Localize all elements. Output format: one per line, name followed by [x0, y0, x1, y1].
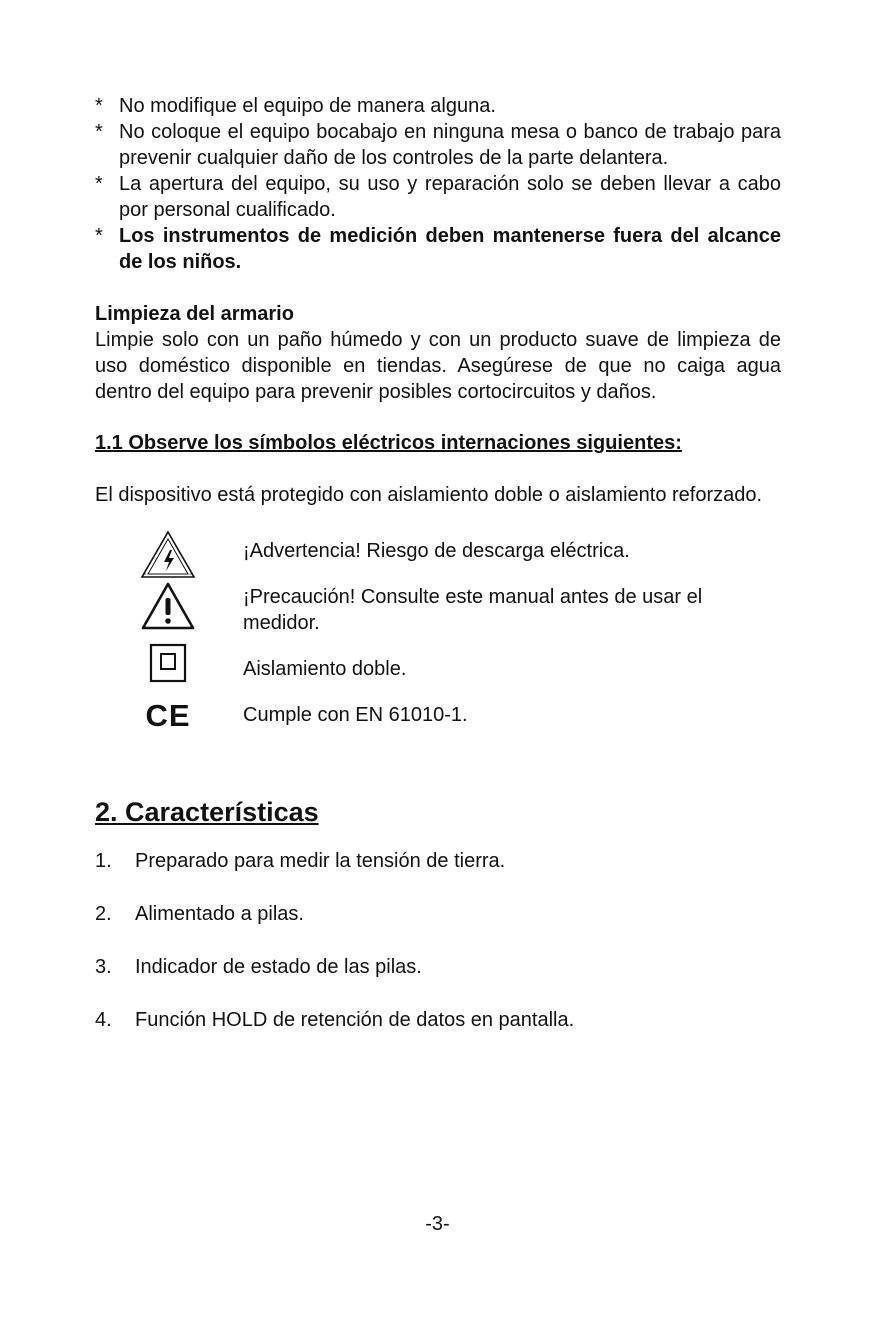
cleaning-body: Limpie solo con un paño húmedo y con un producto suave de limpieza de uso doméstico disponible en tiendas. Asegúrese de que no caiga agua dentro del equipo para prevenir posibles cortocircuitos y daños. — [95, 329, 781, 403]
electric-shock-warning-icon — [140, 530, 196, 580]
safety-bullet — [95, 223, 781, 275]
bullet-text: No coloque el equipo bocabajo en ninguna mesa o banco de trabajo para prevenir cualquier daño de los controles de la parte delantera. — [119, 121, 781, 169]
bullet-text: La apertura del equipo, su uso y reparación solo se deben llevar a cabo por personal cualificado. — [119, 173, 781, 221]
feature-text: Alimentado a pilas. — [135, 903, 304, 925]
bullet-marker: * — [95, 225, 103, 247]
ce-mark: CE — [145, 698, 191, 733]
feature-item — [95, 954, 781, 980]
ce-mark-icon — [140, 700, 196, 732]
bullet-marker: * — [95, 173, 103, 195]
feature-number: 4. — [95, 1009, 112, 1031]
feature-item — [95, 848, 781, 874]
safety-bullet — [95, 119, 781, 171]
features-heading: 2. Características — [95, 797, 319, 827]
feature-item — [95, 901, 781, 927]
features-list — [95, 848, 781, 1033]
cleaning-title: Limpieza del armario — [95, 303, 294, 325]
feature-text: Preparado para medir la tensión de tierra. — [135, 850, 506, 872]
safety-bullet — [95, 171, 781, 223]
double-insulation-icon — [140, 642, 196, 684]
symbols-heading: 1.1 Observe los símbolos eléctricos internaciones siguientes: — [95, 432, 682, 454]
symbols-intro: El dispositivo está protegido con aislamiento doble o aislamiento reforzado. — [95, 484, 763, 506]
feature-text: Indicador de estado de las pilas. — [135, 956, 422, 978]
bullet-text: No modifique el equipo de manera alguna. — [119, 95, 496, 117]
feature-number: 3. — [95, 956, 112, 978]
symbol-text: ¡Advertencia! Riesgo de descarga eléctrica. — [243, 540, 630, 562]
safety-bullet-list — [95, 93, 781, 275]
symbols-list — [95, 538, 781, 758]
feature-number: 1. — [95, 850, 112, 872]
page-number: -3- — [425, 1213, 450, 1235]
document-page — [95, 93, 781, 1060]
symbol-text: Cumple con EN 61010-1. — [243, 704, 468, 726]
feature-item — [95, 1007, 781, 1033]
bullet-text-bold: Los instrumentos de medición deben mantenerse fuera del alcance de los niños. — [119, 225, 781, 273]
feature-text: Función HOLD de retención de datos en pantalla. — [135, 1009, 575, 1031]
bullet-marker: * — [95, 121, 103, 143]
symbol-text: Aislamiento doble. — [243, 658, 407, 680]
symbol-text: ¡Precaución! Consulte este manual antes de usar el medidor. — [243, 586, 703, 634]
caution-icon — [140, 581, 196, 631]
bullet-marker: * — [95, 95, 103, 117]
safety-bullet — [95, 93, 781, 119]
feature-number: 2. — [95, 903, 112, 925]
